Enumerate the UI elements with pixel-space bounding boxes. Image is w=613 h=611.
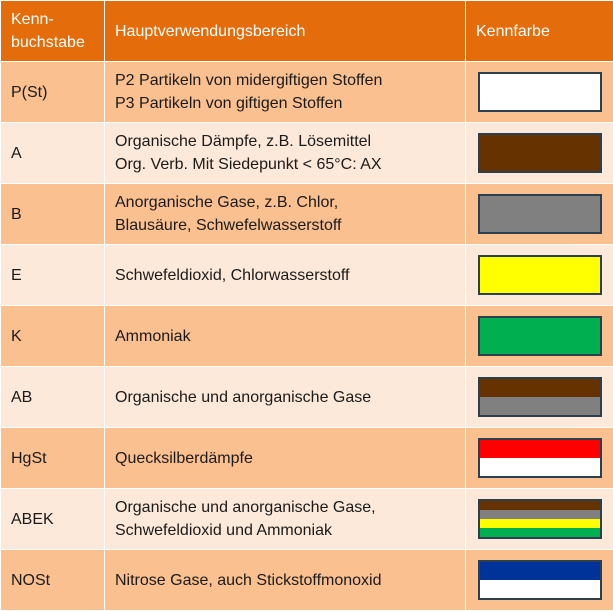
usage-line: Schwefeldioxid, Chlorwasserstoff [115, 264, 455, 287]
usage-description [105, 428, 466, 489]
color-swatch [478, 133, 602, 173]
color-band [480, 562, 600, 580]
color-band [480, 501, 600, 510]
usage-line: Organische und anorganische Gase [115, 386, 455, 409]
table-row [1, 123, 613, 184]
color-swatch [478, 499, 602, 539]
color-band [480, 379, 600, 397]
table-row [1, 245, 613, 306]
color-swatch [478, 194, 602, 234]
color-band [480, 440, 600, 458]
code-letter: ABEK [1, 489, 105, 550]
color-code-cell [466, 62, 613, 123]
usage-description [105, 367, 466, 428]
color-swatch [478, 72, 602, 112]
header-row [1, 1, 613, 62]
color-band [480, 510, 600, 519]
usage-line: P2 Partikeln von midergiftigen Stoffen [115, 69, 455, 92]
usage-line: Anorganische Gase, z.B. Chlor, [115, 191, 455, 214]
color-swatch [478, 560, 602, 600]
code-letter: K [1, 306, 105, 367]
header-code-letter: Kenn- buchstabe [1, 1, 105, 62]
usage-line: P3 Partikeln von giftigen Stoffen [115, 92, 455, 115]
color-band [480, 397, 600, 415]
color-code-cell [466, 550, 613, 611]
color-band [480, 318, 600, 354]
usage-description [105, 184, 466, 245]
code-letter: AB [1, 367, 105, 428]
color-code-cell [466, 245, 613, 306]
color-swatch [478, 316, 602, 356]
color-band [480, 74, 600, 110]
table-row [1, 184, 613, 245]
table-row [1, 367, 613, 428]
color-band [480, 257, 600, 293]
code-letter: B [1, 184, 105, 245]
usage-description [105, 489, 466, 550]
color-swatch [478, 438, 602, 478]
usage-line: Org. Verb. Mit Siedepunkt < 65°C: AX [115, 153, 455, 176]
color-code-cell [466, 489, 613, 550]
usage-description [105, 550, 466, 611]
table-row [1, 489, 613, 550]
usage-line: Organische und anorganische Gase, [115, 496, 455, 519]
color-band [480, 519, 600, 528]
code-letter: NOSt [1, 550, 105, 611]
table-row [1, 428, 613, 489]
color-code-cell [466, 306, 613, 367]
table-row [1, 550, 613, 611]
color-band [480, 528, 600, 537]
header-color-code: Kennfarbe [466, 1, 613, 62]
usage-line: Ammoniak [115, 325, 455, 348]
code-letter: P(St) [1, 62, 105, 123]
usage-line: Blausäure, Schwefelwasserstoff [115, 214, 455, 237]
code-letter: HgSt [1, 428, 105, 489]
usage-line: Quecksilberdämpfe [115, 447, 455, 470]
usage-line: Organische Dämpfe, z.B. Lösemittel [115, 130, 455, 153]
color-band [480, 458, 600, 476]
color-band [480, 135, 600, 171]
code-letter: A [1, 123, 105, 184]
color-code-cell [466, 123, 613, 184]
usage-description [105, 62, 466, 123]
color-swatch [478, 255, 602, 295]
usage-description [105, 123, 466, 184]
usage-line: Nitrose Gase, auch Stickstoffmonoxid [115, 569, 455, 592]
color-code-cell [466, 428, 613, 489]
usage-description [105, 306, 466, 367]
color-code-cell [466, 184, 613, 245]
code-letter: E [1, 245, 105, 306]
header-main-usage: Hauptverwendungsbereich [105, 1, 466, 62]
color-code-cell [466, 367, 613, 428]
table-row [1, 306, 613, 367]
table-row [1, 62, 613, 123]
color-swatch [478, 377, 602, 417]
color-band [480, 580, 600, 598]
color-band [480, 196, 600, 232]
usage-description [105, 245, 466, 306]
usage-line: Schwefeldioxid und Ammoniak [115, 519, 455, 542]
